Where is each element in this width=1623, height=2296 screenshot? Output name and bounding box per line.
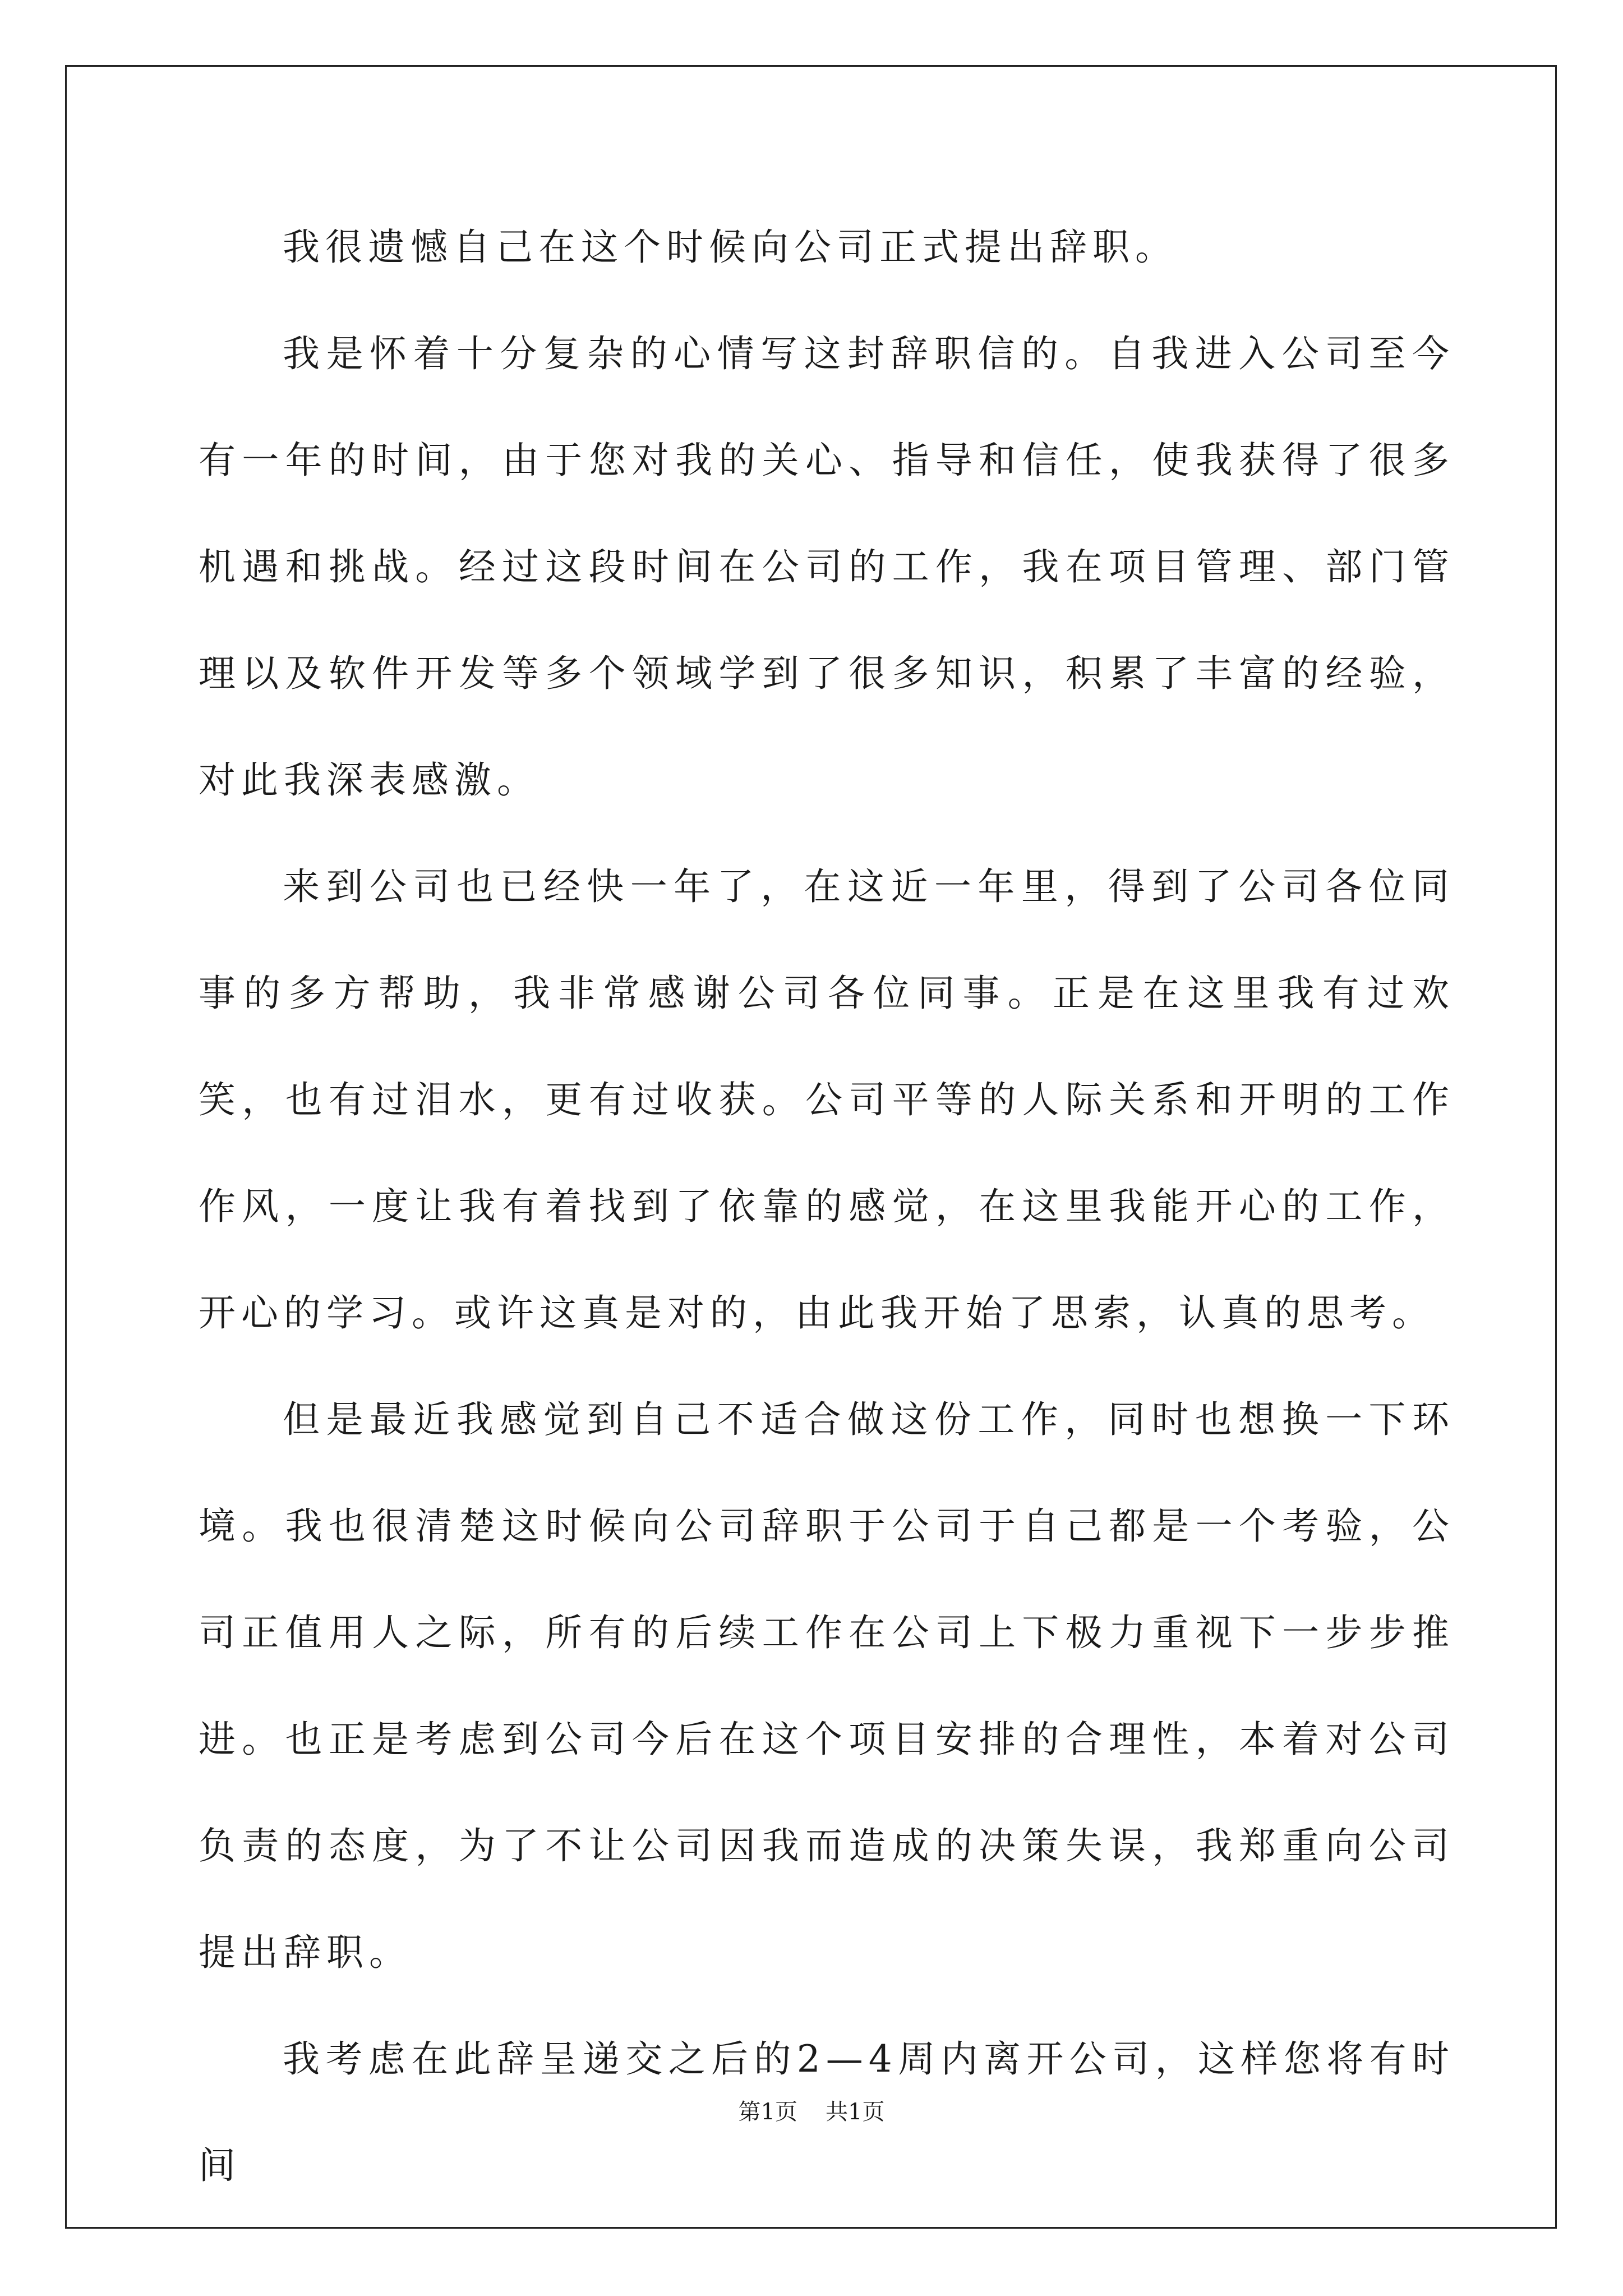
paragraph-4: 但是最近我感觉到自己不适合做这份工作，同时也想换一下环境。我也很清楚这时候向公司辞职于公司于自己都是一个考验，公司正值用人之际，所有的后续工作在公司上下极力重视下一步步推进。也正是考虑到公司今后在这个项目安排的合理性，本着对公司负责的态度，为了不让公司因我而造成的决策失误，我郑重向公司提出辞职。: [199, 1398, 1455, 1974]
page-number: 第1页: [738, 2099, 797, 2125]
letter-body: [199, 194, 1455, 2219]
paragraph-2: 我是怀着十分复杂的心情写这封辞职信的。自我进入公司至今有一年的时间，由于您对我的关心、指导和信任，使我获得了很多机遇和挑战。经过这段时间在公司的工作，我在项目管理、部门管理以及软件开发等多个领域学到了很多知识，积累了丰富的经验，对此我深表感激。: [199, 332, 1455, 802]
page-footer: [0, 2095, 1623, 2129]
paragraph-5: 我考虑在此辞呈递交之后的2—4周内离开公司，这样您将有时间: [199, 2037, 1455, 2187]
paragraph-1: 我很遗憾自己在这个时候向公司正式提出辞职。: [283, 226, 1178, 269]
page-total: 共1页: [826, 2099, 885, 2125]
paragraph-3: 来到公司也已经快一年了，在这近一年里，得到了公司各位同事的多方帮助，我非常感谢公司各位同事。正是在这里我有过欢笑，也有过泪水，更有过收获。公司平等的人际关系和开明的工作作风，一度让我有着找到了依靠的感觉，在这里我能开心的工作，开心的学习。或许这真是对的，由此我开始了思索，认真的思考。: [199, 865, 1455, 1335]
